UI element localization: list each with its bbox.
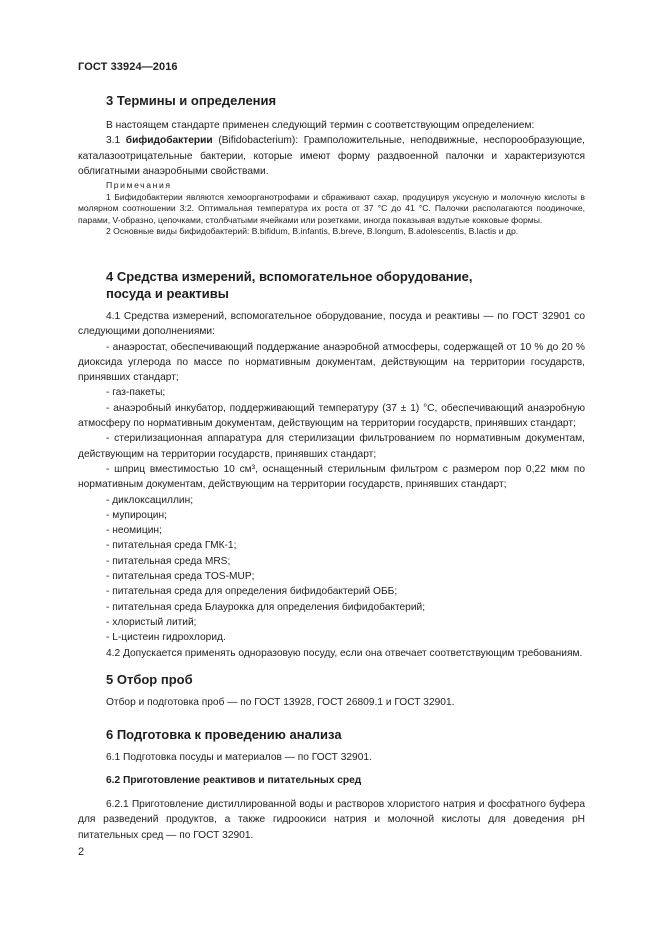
section-6-2 — [78, 773, 585, 788]
equipment-list-item: - питательная среда MRS; — [106, 555, 231, 567]
section-5 — [78, 671, 585, 688]
section-6-title: 6 Подготовка к проведению анализа — [106, 727, 342, 742]
para-6-2-1: 6.2.1 Приготовление дистиллированной воды и растворов хлористого натрия и фосфатного буфера для разведений продуктов, а также гидроокиси натрия и молочной кислоты для доведения pH питательных сред — по ГОСТ 32901. — [78, 799, 585, 841]
term-definition — [78, 133, 585, 179]
section-3-title: 3 Термины и определения — [106, 93, 277, 108]
section-5-text: Отбор и подготовка проб — по ГОСТ 13928, ГОСТ 26809.1 и ГОСТ 32901. — [106, 697, 455, 708]
equipment-list-item: - анаэростат, обеспечивающий поддержание анаэробной атмосферы, содержащей от 10 % до 20 % диоксида углерода по массе по нормативным документам, действующим на территории государств, принявших стандарт; — [78, 341, 585, 384]
notes-title: Примечания — [106, 180, 172, 190]
section-6-2-1 — [78, 797, 585, 843]
section-5-title: 5 Отбор проб — [106, 672, 193, 687]
equipment-list-item: - питательная среда Блаурокка для определения бифидобактерий; — [106, 601, 426, 613]
equipment-list-item: - питательная среда для определения бифидобактерий ОББ; — [106, 586, 398, 598]
page-number: 2 — [78, 846, 85, 858]
equipment-list-item: - хлористый литий; — [106, 616, 197, 628]
equipment-list-item: - неомицин; — [106, 525, 162, 537]
document-header: ГОСТ 33924—2016 — [78, 61, 178, 73]
equipment-list-item: - шприц вместимостью 10 см³, оснащенный стерильным фильтром с размером пор 0,22 мкм по нормативным документам, действующим на территории государств, принявших стандарт; — [78, 463, 585, 491]
term-name: бифидобактерии — [125, 135, 213, 147]
section-3-body — [78, 118, 585, 179]
section-5-body — [78, 695, 585, 710]
para-4-1: 4.1 Средства измерений, вспомогательное оборудование, посуда и реактивы — по ГОСТ 32901 со следующими дополнениями: — [78, 311, 585, 338]
note-2: 2 Основные виды бифидобактерий: B.bifidum, B.infantis, B.breve, B.longum, B.adolescentis, B.lactis и др. — [106, 226, 519, 237]
equipment-list-item: - L-цистеин гидрохлорид. — [106, 632, 226, 644]
equipment-list-item: - газ-пакеты; — [106, 387, 166, 399]
section-4-title-line1: 4 Средства измерений, вспомогательное оборудование, — [106, 269, 473, 284]
equipment-list-item: - стерилизационная аппаратура для стерилизации фильтрованием по нормативным документам, действующим на территории государств, принявших стандарт; — [78, 433, 585, 460]
para-4-2: 4.2 Допускается применять одноразовую посуду, если она отвечает соответствующим требованиям. — [106, 647, 583, 659]
term-latin: (Bifidobacterium): — [218, 135, 299, 147]
term-text: Грамположительные, неподвижные, неспорообразующие, каталазоотрицательные бактерии, которые имеют форму раздвоенной палочки и характеризуются облигатными анаэробными свойствами. — [78, 135, 585, 177]
section-4-body — [78, 309, 585, 661]
equipment-list-item: - питательная среда TOS-MUP; — [106, 571, 255, 583]
section-3-intro: В настоящем стандарте применен следующий термин с соответствующим определением: — [106, 120, 535, 131]
section-4-heading — [78, 268, 585, 302]
section-6 — [78, 726, 585, 743]
section-4-title-line2: посуда и реактивы — [106, 286, 229, 301]
notes-block — [78, 180, 585, 238]
para-6-1: 6.1 Подготовка посуды и материалов — по ГОСТ 32901. — [106, 752, 372, 763]
equipment-list-item: - питательная среда ГМК-1; — [106, 540, 237, 552]
equipment-list — [78, 340, 585, 646]
heading-6-2: 6.2 Приготовление реактивов и питательных сред — [106, 775, 362, 786]
note-1: 1 Бифидобактерии являются хемоорганотрофами и сбраживают сахар, продуцируя уксусную и молочную кислоты в молярном соотношении 3:2. Оптимальная температура их роста от 37 °С до 41 °С. Палочки располагаются поодиночке, парами, V-образно, цепочками, столбчатыми ячейками или розетками, иногда показывая вздутые кокковые формы. — [78, 191, 585, 225]
equipment-list-item: - диклоксациллин; — [106, 494, 194, 506]
equipment-list-item: - мупироцин; — [106, 509, 167, 521]
term-number: 3.1 — [106, 135, 121, 147]
section-6-body — [78, 750, 585, 765]
equipment-list-item: - анаэробный инкубатор, поддерживающий температуру (37 ± 1) °С, обеспечивающий анаэробную атмосферу по нормативным документам, действующим на территории государств, принявших стандарт; — [78, 402, 585, 430]
section-3 — [78, 92, 585, 109]
